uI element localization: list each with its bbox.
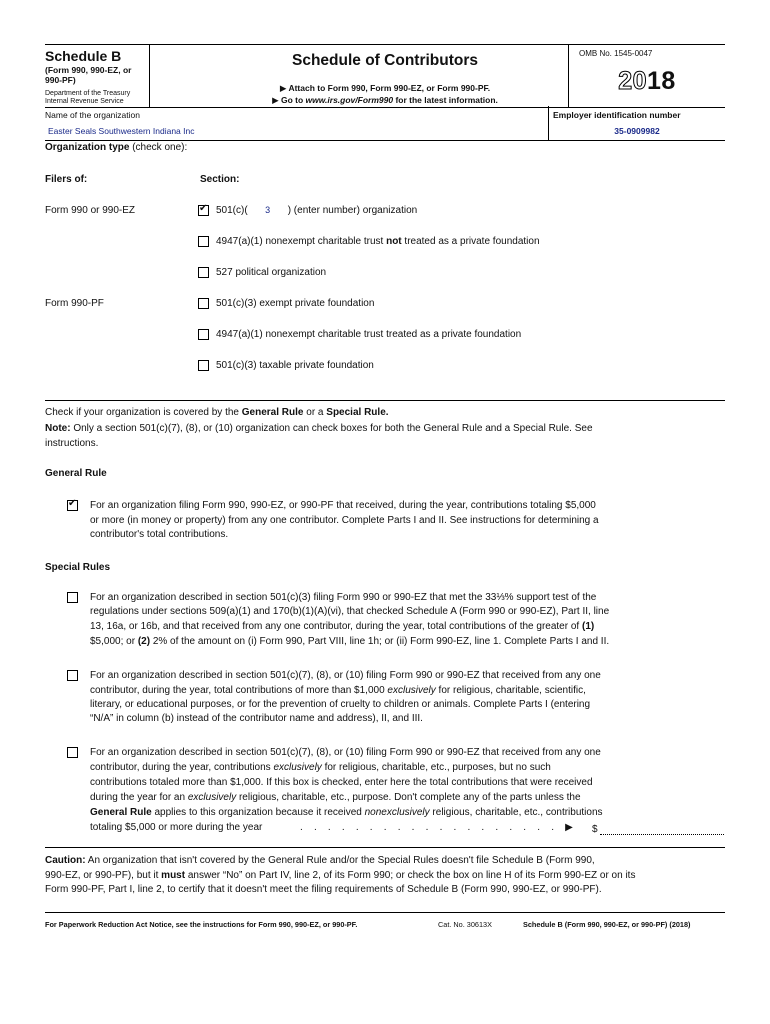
special2-l2a: contributor, during the year, total contributions of more than $1,000 [90,685,388,696]
general-rule-l3: contributor's total contributions. [90,529,229,540]
caution-l2b: must [161,870,186,881]
special1-l4a: $5,000; or [90,636,138,647]
leader-dots: . . . . . . . . . . . . . . . . . . . ▶ [300,822,578,833]
checkbox-501c[interactable] [198,205,209,216]
checkbox-special-1[interactable] [67,592,78,603]
check-rule-line [45,405,389,420]
note-line-2: instructions. [45,438,99,449]
opt-501c-post: ) (enter number) organization [287,205,418,216]
checkbox-4947[interactable] [198,236,209,247]
caution-l3: Form 990-PF, Part I, line 2, to certify that it doesn't meet the filing requirements of Schedule B (Form 990, 990-EZ, or 990-PF). [45,884,602,895]
org-type-bold: Organization type [45,142,130,153]
caution-l2a: 990-EZ, or 990-PF), but it [45,870,162,881]
special3-l5b: applies to this organization because it received [151,807,365,818]
general-rule-l2: or more (in money or property) from any one contributor. Complete Parts I and II. See instructions for determining a [90,515,599,526]
special1-l4b: (2) [137,636,151,647]
special3-l4a: during the year for an [90,792,188,803]
check-special: Special Rule. [326,407,389,418]
check-general: General Rule [241,407,304,418]
checkbox-pf-taxable[interactable] [198,360,209,371]
ein-box [548,106,725,140]
special3-l4b: exclusively [187,792,237,803]
check-mid: or a [303,407,327,418]
opt-pf-4947: 4947(a)(1) nonexempt charitable trust treated as a private foundation [216,329,522,340]
divider [45,400,725,401]
special3-l6: totaling $5,000 or more during the year [90,822,263,833]
opt-pf-taxable: 501(c)(3) taxable private foundation [216,360,374,371]
check-pre: Check if your organization is covered by the [45,407,242,418]
omb-number: OMB No. 1545-0047 [579,49,653,58]
checkbox-special-2[interactable] [67,670,78,681]
checkbox-pf-4947[interactable] [198,329,209,340]
caution-l2c: answer “No” on Part IV, line 2, of its Form 990; or check the box on line H of its Form 990-EZ or on its [185,870,636,881]
goto-suffix: for the latest information. [393,95,498,105]
opt-501c-pre: 501(c)( [216,205,248,216]
footer-schedule: Schedule B (Form 990, 990-EZ, or 990-PF) (2018) [523,920,691,929]
year-bold: 18 [647,67,676,95]
special3-l2a: contributor, during the year, contributions [90,762,274,773]
form990-label: Form 990 or 990-EZ [45,205,136,216]
form-types: (Form 990, 990-EZ, or 990-PF) [45,65,132,85]
header-right [568,45,725,107]
opt-4947-post: treated as a private foundation [401,236,540,247]
department: Department of the Treasury Internal Revenue Service [45,90,131,105]
special2-l1: For an organization described in section 501(c)(7), (8), or (10) filing Form 990 or 990-EZ that received from any one [90,670,601,681]
note-text: Only a section 501(c)(7), (8), or (10) organization can check boxes for both the General Rule and a Special Rule. See [70,423,593,434]
special3-l5 [90,805,603,820]
ein-field[interactable]: 35-0909982 [614,126,660,136]
special2-l2c: for religious, charitable, scientific, [435,685,586,696]
form-header [45,44,725,108]
special2-l2b: exclusively [387,685,436,696]
note-label: Note: [45,423,71,434]
caution-l2 [45,868,635,883]
attach-line: ▶ Attach to Form 990, Form 990-EZ, or Form 990-PF. [279,83,491,93]
special1-l3 [90,619,594,634]
check-mark-icon: ✔ [68,498,77,509]
special3-l1: For an organization described in section 501(c)(7), (8), or (10) filing Form 990 or 990-EZ that received from any one [90,747,601,758]
special3-l4c: religious, charitable, etc., purpose. Don't complete any of the parts unless the [236,792,581,803]
special3-l5a: General Rule [90,807,152,818]
org-identification [45,106,725,141]
org-type-rest: (check one): [129,142,188,153]
special1-l2: regulations under sections 509(a)(1) and 170(b)(1)(A)(vi), that checked Schedule A (Form 990 or 990-EZ), Part II, line [90,606,610,617]
special2-l3: literary, or educational purposes, or for the prevention of cruelty to children or animals. Complete Parts I (entering [90,699,591,710]
section-number-field[interactable]: 3 [265,205,271,215]
caution-label: Caution: [45,855,86,866]
caution-l1 [45,853,595,868]
special1-l4c: 2% of the amount on (i) Form 990, Part VIII, line 1h; or (ii) Form 990-EZ, line 1. Complete Parts I and II. [150,636,610,647]
opt-527: 527 political organization [216,267,327,278]
goto-prefix: ▶ Go to [272,95,306,105]
special3-l5c: nonexclusively [364,807,430,818]
check-mark-icon: ✔ [199,203,208,214]
special3-l4 [90,790,581,805]
irs-url[interactable]: www.irs.gov/Form990 [305,95,394,105]
org-name-label: Name of the organization [45,110,140,120]
schedule-title: Schedule B [45,48,122,64]
special3-l3: contributions totaled more than $1,000. If this box is checked, enter here the total contributions that were received [90,777,593,788]
filers-of-label: Filers of: [45,174,88,185]
special3-l2b: exclusively [273,762,322,773]
special1-l4 [90,634,609,649]
paperwork-notice: For Paperwork Reduction Act Notice, see the instructions for Form 990, 990-EZ, or 990-PF. [45,920,358,929]
checkbox-527[interactable] [198,267,209,278]
special2-l4: “N/A” in column (b) instead of the contributor name and address), II, and III. [90,713,423,724]
general-rule-l1: For an organization filing Form 990, 990-EZ, or 990-PF that received, during the year, contributions totaling $5,000 [90,500,596,511]
org-type-heading [45,140,187,155]
special3-l2c: for religious, charitable, etc., purposes, but no such [321,762,551,773]
special2-l2 [90,683,586,698]
section-label: Section: [200,174,240,185]
special3-l2 [90,760,551,775]
special1-l1: For an organization described in section 501(c)(3) filing Form 990 or 990-EZ that met the 33⅓% support test of the [90,592,597,603]
special1-l3-text: 13, 16a, or 16b, and that received from any one contributor, during the year, total contributions of the greater of [90,621,582,632]
checkbox-pf-exempt[interactable] [198,298,209,309]
opt-4947 [216,234,540,249]
opt-4947-pre: 4947(a)(1) nonexempt charitable trust [216,236,387,247]
tax-year [569,67,725,96]
ein-label: Employer identification number [553,110,681,120]
footer-divider [45,912,725,913]
checkbox-general-rule[interactable] [67,500,78,511]
opt-pf-exempt: 501(c)(3) exempt private foundation [216,298,375,309]
form990pf-label: Form 990-PF [45,298,104,309]
checkbox-special-3[interactable] [67,747,78,758]
special1-l3-bold: (1) [581,621,595,632]
note-line [45,421,593,436]
caution-l1-text: An organization that isn't covered by the General Rule and/or the Special Rules doesn't file Schedule B (Form 990, [85,855,595,866]
org-name-field[interactable]: Easter Seals Southwestern Indiana Inc [48,126,195,136]
divider [45,847,725,848]
year-outline: 20 [618,67,647,95]
general-rule-heading: General Rule [45,468,107,479]
opt-501c [216,203,417,218]
form-title: Schedule of Contributors [292,52,478,69]
catalog-number: Cat. No. 30613X [438,920,492,929]
total-contributions-field[interactable] [600,834,724,835]
opt-4947-not: not [386,236,402,247]
special-rules-heading: Special Rules [45,562,111,573]
dollar-sign: $ [592,824,598,835]
special3-l5d: religious, charitable, etc., contributions [429,807,603,818]
